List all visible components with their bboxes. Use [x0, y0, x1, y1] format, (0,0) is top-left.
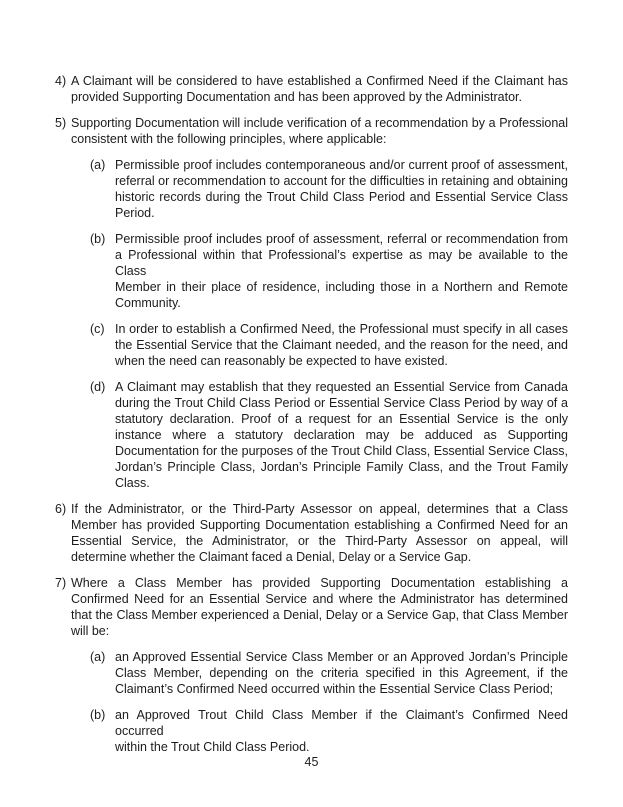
text-line: that the Class Member experienced a Denial, Delay or a Service Gap, that Class Member	[71, 608, 568, 622]
text-line: Claimant’s Confirmed Need occurred within the Essential Service Class Period;	[115, 682, 554, 696]
item-letter: (d)	[90, 380, 106, 394]
text-line: Class.	[115, 476, 150, 490]
item-letter: (a)	[90, 158, 106, 172]
text-line: a Professional within that Professional’s expertise as may be available to the Class	[115, 248, 568, 278]
text-line: In order to establish a Confirmed Need, the Professional must specify in all cases	[115, 322, 568, 336]
list-item-4	[55, 73, 568, 105]
text-line: Confirmed Need for an Essential Service and where the Administrator has determined	[71, 592, 568, 606]
text-line: within the Trout Child Class Period.	[115, 740, 310, 754]
text-line: the Essential Service that the Claimant needed, and the reason for the need, and	[115, 338, 568, 352]
list-item-7	[55, 575, 568, 639]
text-line: Member has provided Supporting Documentation establishing a Confirmed Need for an	[71, 518, 568, 532]
text-line: A Claimant will be considered to have established a Confirmed Need if the Claimant has	[71, 74, 568, 88]
text-line: Class Member, depending on the criteria specified in this Agreement, if the	[115, 666, 568, 680]
text-line: when the need can reasonably be expected to have existed.	[115, 354, 448, 368]
list-item-7b	[90, 707, 568, 755]
text-line: Community.	[115, 296, 181, 310]
item-letter: (b)	[90, 232, 106, 246]
list-item-5a	[90, 157, 568, 221]
text-line: an Approved Trout Child Class Member if the Claimant’s Confirmed Need occurred	[115, 708, 568, 738]
list-item-5b	[90, 231, 568, 311]
item-number: 4)	[55, 74, 67, 88]
item-number: 6)	[55, 502, 67, 516]
text-line: Period.	[115, 206, 155, 220]
text-line: historic records during the Trout Child Class Period and Essential Service Class	[115, 190, 568, 204]
text-line: Permissible proof includes contemporaneous and/or current proof of assessment,	[115, 158, 568, 172]
text-line: If the Administrator, or the Third-Party Assessor on appeal, determines that a Class	[71, 502, 568, 516]
list-item-5d	[90, 379, 568, 491]
list-item-6	[55, 501, 568, 565]
text-line: provided Supporting Documentation and has been approved by the Administrator.	[71, 90, 522, 104]
text-line: Essential Service, the Administrator, or the Third-Party Assessor on appeal, will	[71, 534, 568, 548]
text-line: referral or recommendation to account for the difficulties in retaining and obtaining	[115, 174, 568, 188]
text-line: Permissible proof includes proof of assessment, referral or recommendation from	[115, 232, 568, 246]
text-line: statutory declaration. Proof of a request for an Essential Service is the only	[115, 412, 568, 426]
item-letter: (c)	[90, 322, 105, 336]
page-number: 45	[304, 755, 319, 769]
text-line: during the Trout Child Class Period or Essential Service Class Period by way of a	[115, 396, 568, 410]
text-line: Jordan’s Principle Class, Jordan’s Principle Family Class, and the Trout Family	[115, 460, 568, 474]
text-line: instance where a statutory declaration may be adduced as Supporting	[115, 428, 568, 442]
item-number: 5)	[55, 116, 67, 130]
item-letter: (a)	[90, 650, 106, 664]
text-line: Member in their place of residence, including those in a Northern and Remote	[115, 280, 568, 294]
text-line: Documentation for the purposes of the Trout Child Class, Essential Service Class,	[115, 444, 568, 458]
text-line: Where a Class Member has provided Supporting Documentation establishing a	[71, 576, 568, 590]
text-line: A Claimant may establish that they requested an Essential Service from Canada	[115, 380, 568, 394]
list-item-5	[55, 115, 568, 147]
text-line: Supporting Documentation will include verification of a recommendation by a Professional	[71, 116, 568, 130]
list-item-5c	[90, 321, 568, 369]
item-number: 7)	[55, 576, 67, 590]
list-item-7a	[90, 649, 568, 697]
text-line: consistent with the following principles, where applicable:	[71, 132, 387, 146]
item-letter: (b)	[90, 708, 106, 722]
text-line: an Approved Essential Service Class Member or an Approved Jordan’s Principle	[115, 650, 568, 664]
text-line: will be:	[71, 624, 110, 638]
text-line: determine whether the Claimant faced a Denial, Delay or a Service Gap.	[71, 550, 472, 564]
